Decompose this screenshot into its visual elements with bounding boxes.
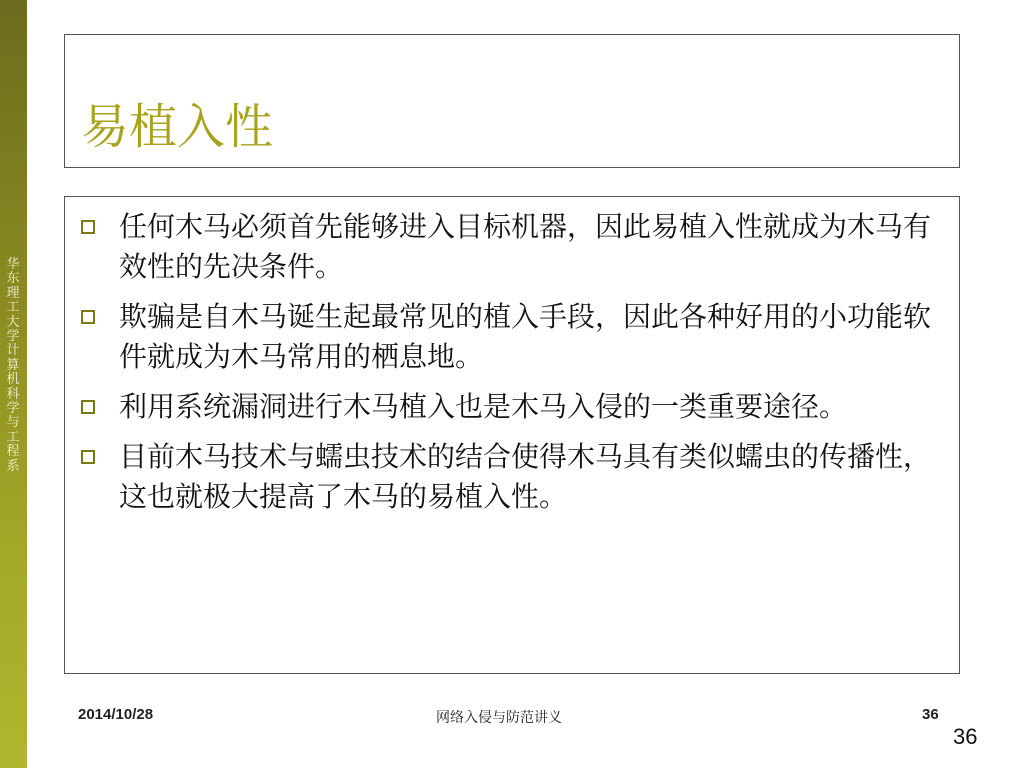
bullet-item (75, 297, 945, 377)
square-bullet-icon (81, 400, 95, 414)
square-bullet-icon (81, 220, 95, 234)
bullet-text: 任何木马必须首先能够进入目标机器，因此易植入性就成为木马有效性的先决条件。 (119, 210, 932, 283)
bullet-item (75, 437, 945, 517)
content-placeholder (64, 196, 960, 674)
footer-page-number: 36 (922, 706, 939, 723)
square-bullet-icon (81, 450, 95, 464)
side-band-label: 华东理工大学计算机科学与工程系 (6, 257, 20, 474)
square-bullet-icon (81, 310, 95, 324)
slide-title: 易植入性 (81, 99, 274, 155)
bullet-item (75, 207, 945, 287)
bullet-item (75, 387, 945, 427)
side-band (0, 0, 27, 768)
bullet-text: 欺骗是自木马诞生起最常见的植入手段，因此各种好用的小功能软件就成为木马常用的栖息地。 (119, 300, 932, 373)
bullet-text: 目前木马技术与蠕虫技术的结合使得木马具有类似蠕虫的传播性，这也就极大提高了木马的易植入性。 (119, 440, 932, 513)
bullet-list (75, 207, 945, 527)
bullet-text: 利用系统漏洞进行木马植入也是木马入侵的一类重要途径。 (119, 390, 848, 423)
slide-number: 36 (953, 724, 978, 749)
title-placeholder (64, 34, 960, 168)
footer-course-title: 网络入侵与防范讲义 (436, 710, 562, 726)
footer-date: 2014/10/28 (78, 706, 154, 723)
